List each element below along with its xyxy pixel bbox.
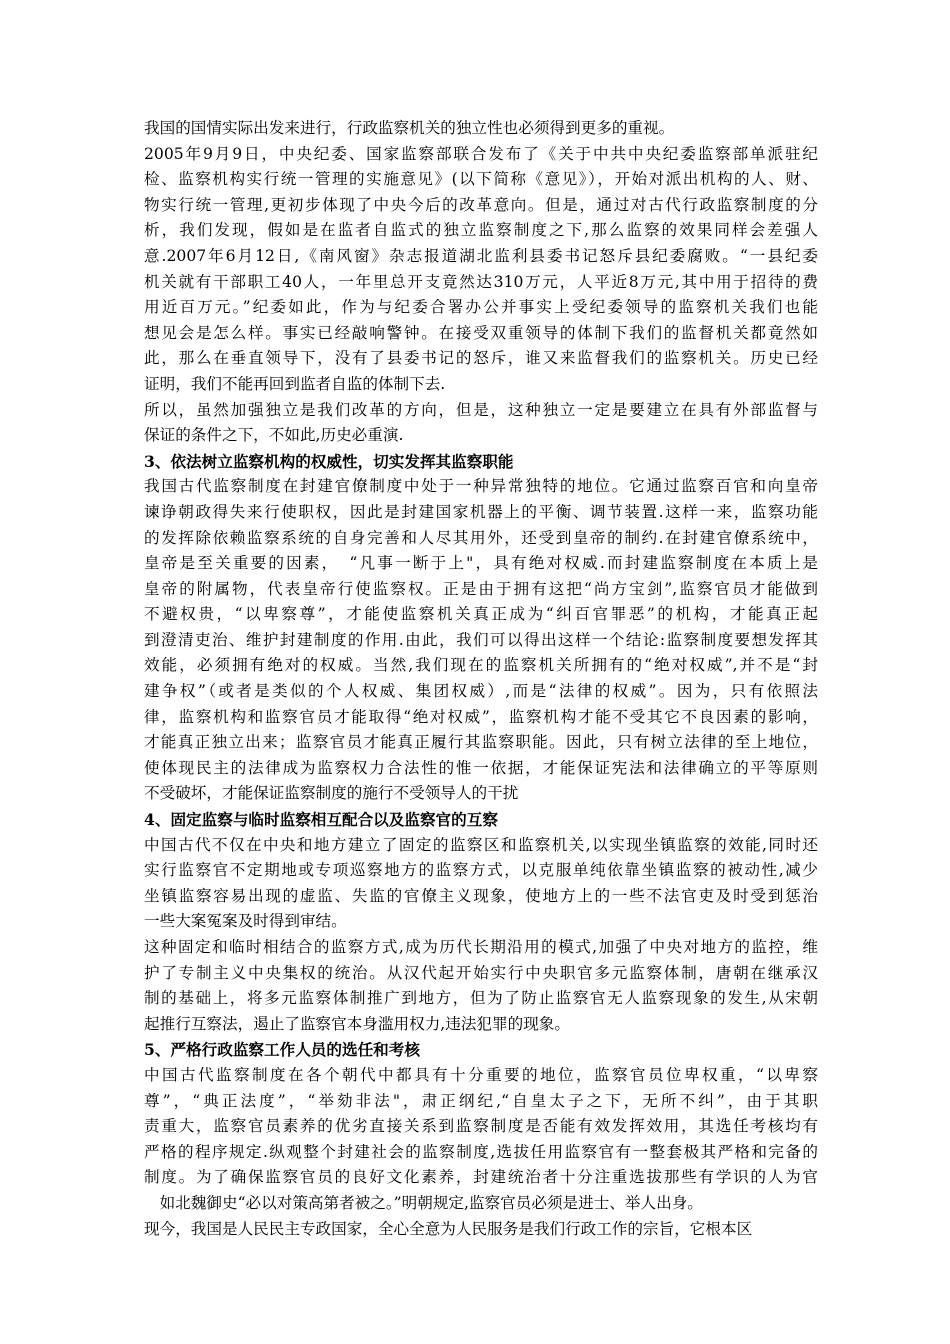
- text-line: 护了专制主义中央集权的统治。从汉代起开始实行中央职官多元监察体制，唐朝在继承汉: [144, 963, 818, 982]
- text-line: 2005年9月9日，中央纪委、国家监察部联合发布了《关于中共中央纪委监察部单派驻纪: [144, 144, 818, 163]
- text-line: 制度。为了确保监察官员的良好文化素养，封建统治者十分注重选拔那些有学识的人为官: [144, 1168, 818, 1187]
- text-line: 检、监察机构实行统一管理的实施意见》(以下简称《意见》），开始对派出机构的人、财、: [144, 170, 818, 189]
- text-line: 皇帝的附属物，代表皇帝行使监察权。正是由于拥有这把“尚方宝剑”,监察官员才能做到: [144, 579, 818, 598]
- text-line: 的发挥除依赖监察系统的自身完善和人尽其用外，还受到皇帝的制约.在封建官僚系统中，: [144, 528, 818, 547]
- text-line: 实行监察官不定期地或专项巡察地方的监察方式，以克服单纯依靠坐镇监察的被动性,减少: [144, 861, 818, 880]
- text-line: 责重大，监察官员素养的优劣直接关系到监察制度是否能有效发挥效用，其选任考核均有: [144, 1117, 818, 1136]
- text-line: 到澄清吏治、维护封建制度的作用.由此，我们可以得出这样一个结论:监察制度要想发挥其: [144, 630, 818, 649]
- text-line: 我国古代监察制度在封建官僚制度中处于一种异常独特的地位。它通过监察百官和向皇帝: [144, 477, 818, 496]
- section-heading: 5、严格行政监察工作人员的选任和考核: [144, 1040, 420, 1060]
- paragraph: [144, 474, 818, 807]
- text-line: 严格的程序规定.纵观整个封建社会的监察制度,选拔任用监察官有一整套极其严格和完备的: [144, 1142, 818, 1161]
- text-line: 用近百万元。”纪委如此，作为与纪委合署办公并事实上受纪委领导的监察机关我们也能: [144, 298, 818, 317]
- text-line: 中国古代监察制度在各个朝代中都具有十分重要的地位，监察官员位卑权重，“以卑察: [144, 1065, 818, 1084]
- paragraph: [144, 935, 818, 1037]
- document-body: [144, 116, 818, 1242]
- text-line: 中国古代不仅在中央和地方建立了固定的监察区和监察机关,以实现坐镇监察的效能,同时还: [144, 835, 818, 854]
- paragraph: [144, 398, 818, 449]
- text-line: 意.2007年6月12日,《南风窗》杂志报道湖北监利县委书记怒斥县纪委腐败。“一县纪委: [144, 246, 818, 265]
- text-line: 律，监察机构和监察官员才能取得“绝对权威”，监察机构才能不受其它不良因素的影响，: [144, 707, 818, 726]
- text-line: 这种固定和临时相结合的监察方式,成为历代长期沿用的模式,加强了中央对地方的监控，维: [144, 938, 818, 956]
- text-line: 起推行互察法，遏止了监察官本身滥用权力,违法犯罪的现象。: [144, 1014, 570, 1033]
- text-line: 如北魏御史“必以对策高第者被之。”明朝规定,监察官员必须是进士、举人出身。: [144, 1193, 703, 1212]
- paragraph: [144, 142, 818, 398]
- text-line: 才能真正独立出来；监察官员才能真正履行其监察职能。因此，只有树立法律的至上地位，: [144, 733, 818, 752]
- text-line: 不避权贵，“以卑察尊”，才能使监察机关真正成为“纠百官罪恶”的机构，才能真正起: [144, 605, 818, 624]
- text-line: 析，我们发现，假如是在监者自监式的独立监察制度之下,那么监察的效果同样会差强人: [144, 221, 818, 240]
- text-line: 所以，虽然加强独立是我们改革的方向，但是，这种独立一定是要建立在具有外部监督与: [144, 400, 818, 419]
- paragraph: [144, 1217, 818, 1243]
- text-line: 证明，我们不能再回到监者自监的体制下去.: [144, 374, 446, 393]
- text-line: 皇帝是至关重要的因素， “凡事一断于上"，具有绝对权威.而封建监察制度在本质上是: [144, 554, 818, 573]
- text-line: 机关就有干部职工40人，一年里总开支竟然达310万元，人平近8万元,其中用于招待的费: [144, 272, 818, 291]
- text-line: 物实行统一管理,更初步体现了中央今后的改革意向。但是，通过对古代行政监察制度的分: [144, 195, 818, 214]
- text-line: 谏诤朝政得失来行使职权，因此是封建国家机器上的平衡、调节装置.这样一来，监察功能: [144, 502, 818, 521]
- text-line: 此，那么在垂直领导下，没有了县委书记的怒斥，谁又来监督我们的监察机关。历史已经: [144, 349, 818, 368]
- text-line: 我国的国情实际出发来进行，行政监察机关的独立性也必须得到更多的重视。: [144, 119, 675, 137]
- paragraph: [144, 116, 818, 142]
- section-heading: 3、依法树立监察机构的权威性，切实发挥其监察职能: [144, 451, 514, 471]
- text-line: 坐镇监察容易出现的虚监、失监的官僚主义现象，使地方上的一些不法官吏及时受到惩治: [144, 886, 818, 905]
- text-line: 想见会是怎么样。事实已经敲响警钟。在接受双重领导的体制下我们的监督机关都竟然如: [144, 323, 818, 342]
- text-line: 制的基础上，将多元监察体制推广到地方，但为了防止监察官无人监察现象的发生,从宋朝: [144, 989, 818, 1008]
- paragraph: [144, 833, 818, 935]
- paragraph: [144, 1063, 818, 1217]
- text-line: 效能，必须拥有绝对的权威。当然,我们现在的监察机关所拥有的“绝对权威”,并不是“封: [144, 656, 818, 675]
- text-line: 使体现民主的法律成为监察权力合法性的惟一依据，才能保证宪法和法律确立的平等原则: [144, 758, 818, 777]
- text-line: 建争权”（或者是类似的个人权威、集团权威）,而是“法律的权威”。因为，只有依照法: [144, 682, 818, 701]
- section-heading: 4、固定监察与临时监察相互配合以及监察官的互察: [144, 810, 498, 830]
- text-line: 不受破坏，才能保证监察制度的施行不受领导人的干扰: [144, 784, 519, 803]
- text-line: 尊”，“典正法度”，“举劾非法"，肃正纲纪,“自皇太子之下，无所不纠”，由于其职: [144, 1091, 818, 1110]
- text-line: 一些大案冤案及时得到审结。: [144, 912, 347, 931]
- text-line: 现今，我国是人民民主专政国家，全心全意为人民服务是我们行政工作的宗旨，它根本区: [144, 1219, 753, 1238]
- text-line: 保证的条件之下，不如此,历史必重演.: [144, 426, 404, 445]
